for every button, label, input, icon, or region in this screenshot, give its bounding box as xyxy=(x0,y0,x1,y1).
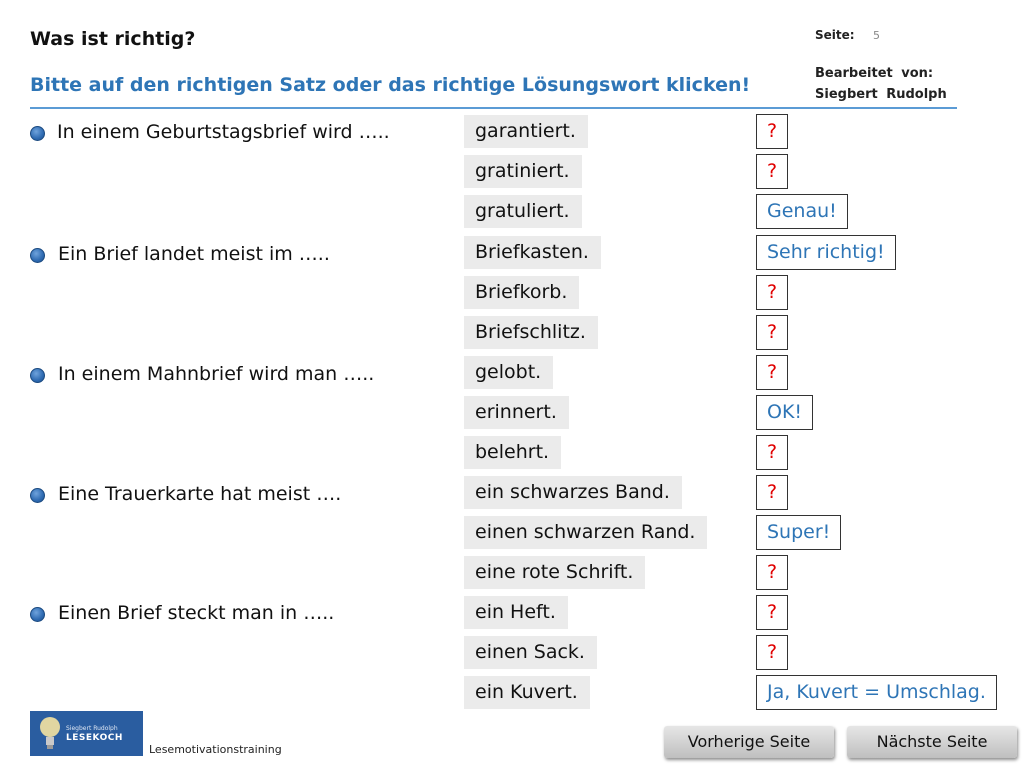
logo-brand-text: LESEKOCH xyxy=(66,733,123,743)
feedback-box: ? xyxy=(756,635,788,670)
feedback-box: ? xyxy=(756,475,788,510)
feedback-box: ? xyxy=(756,595,788,630)
edited-by-label: Bearbeitet von: xyxy=(815,66,934,81)
feedback-box: ? xyxy=(756,435,788,470)
page-label: Seite: xyxy=(815,28,855,42)
feedback-box: ? xyxy=(756,114,788,149)
footer-label: Lesemotivationstraining xyxy=(149,743,282,756)
bullet-icon xyxy=(30,488,45,503)
bullet-icon xyxy=(30,607,45,622)
feedback-box: ? xyxy=(756,315,788,350)
question-text: In einem Mahnbrief wird man ….. xyxy=(58,363,375,385)
feedback-box: OK! xyxy=(756,395,813,430)
feedback-box: Super! xyxy=(756,515,841,550)
answer-option[interactable]: ein schwarzes Band. xyxy=(464,476,682,509)
feedback-box: ? xyxy=(756,355,788,390)
instruction-text: Bitte auf den richtigen Satz oder das richtige Lösungswort klicken! xyxy=(30,74,751,96)
answer-option[interactable]: ein Kuvert. xyxy=(464,676,590,709)
answer-option[interactable]: Briefschlitz. xyxy=(464,316,598,349)
feedback-box: Sehr richtig! xyxy=(756,235,896,270)
bullet-icon xyxy=(30,368,45,383)
logo-author-text: Siegbert Rudolph xyxy=(66,725,118,732)
answer-option[interactable]: Briefkorb. xyxy=(464,276,579,309)
answer-option[interactable]: ein Heft. xyxy=(464,596,568,629)
feedback-box: Ja, Kuvert = Umschlag. xyxy=(756,675,997,710)
feedback-box: ? xyxy=(756,275,788,310)
answer-option[interactable]: einen Sack. xyxy=(464,636,597,669)
header-divider xyxy=(30,107,957,109)
next-page-button[interactable]: Nächste Seite xyxy=(847,726,1017,758)
question-text: Ein Brief landet meist im ….. xyxy=(58,243,330,265)
answer-option[interactable]: Briefkasten. xyxy=(464,236,601,269)
question-text: Eine Trauerkarte hat meist …. xyxy=(58,483,342,505)
question-text: In einem Geburtstagsbrief wird ….. xyxy=(57,121,390,143)
answer-option[interactable]: belehrt. xyxy=(464,436,561,469)
page-number: 5 xyxy=(873,29,880,42)
bullet-icon xyxy=(30,248,45,263)
page-title: Was ist richtig? xyxy=(30,28,196,50)
answer-option[interactable]: gratuliert. xyxy=(464,195,582,228)
lightbulb-icon xyxy=(32,711,68,756)
answer-option[interactable]: gratiniert. xyxy=(464,155,582,188)
answer-option[interactable]: eine rote Schrift. xyxy=(464,556,645,589)
bullet-icon xyxy=(30,126,45,141)
feedback-box: ? xyxy=(756,555,788,590)
feedback-box: Genau! xyxy=(756,194,848,229)
answer-option[interactable]: erinnert. xyxy=(464,396,569,429)
lesekoch-logo xyxy=(30,711,143,756)
previous-page-button[interactable]: Vorherige Seite xyxy=(664,726,834,758)
author-name: Siegbert Rudolph xyxy=(815,87,947,102)
feedback-box: ? xyxy=(756,154,788,189)
question-text: Einen Brief steckt man in ….. xyxy=(58,602,335,624)
answer-option[interactable]: einen schwarzen Rand. xyxy=(464,516,707,549)
answer-option[interactable]: gelobt. xyxy=(464,356,553,389)
answer-option[interactable]: garantiert. xyxy=(464,115,588,148)
